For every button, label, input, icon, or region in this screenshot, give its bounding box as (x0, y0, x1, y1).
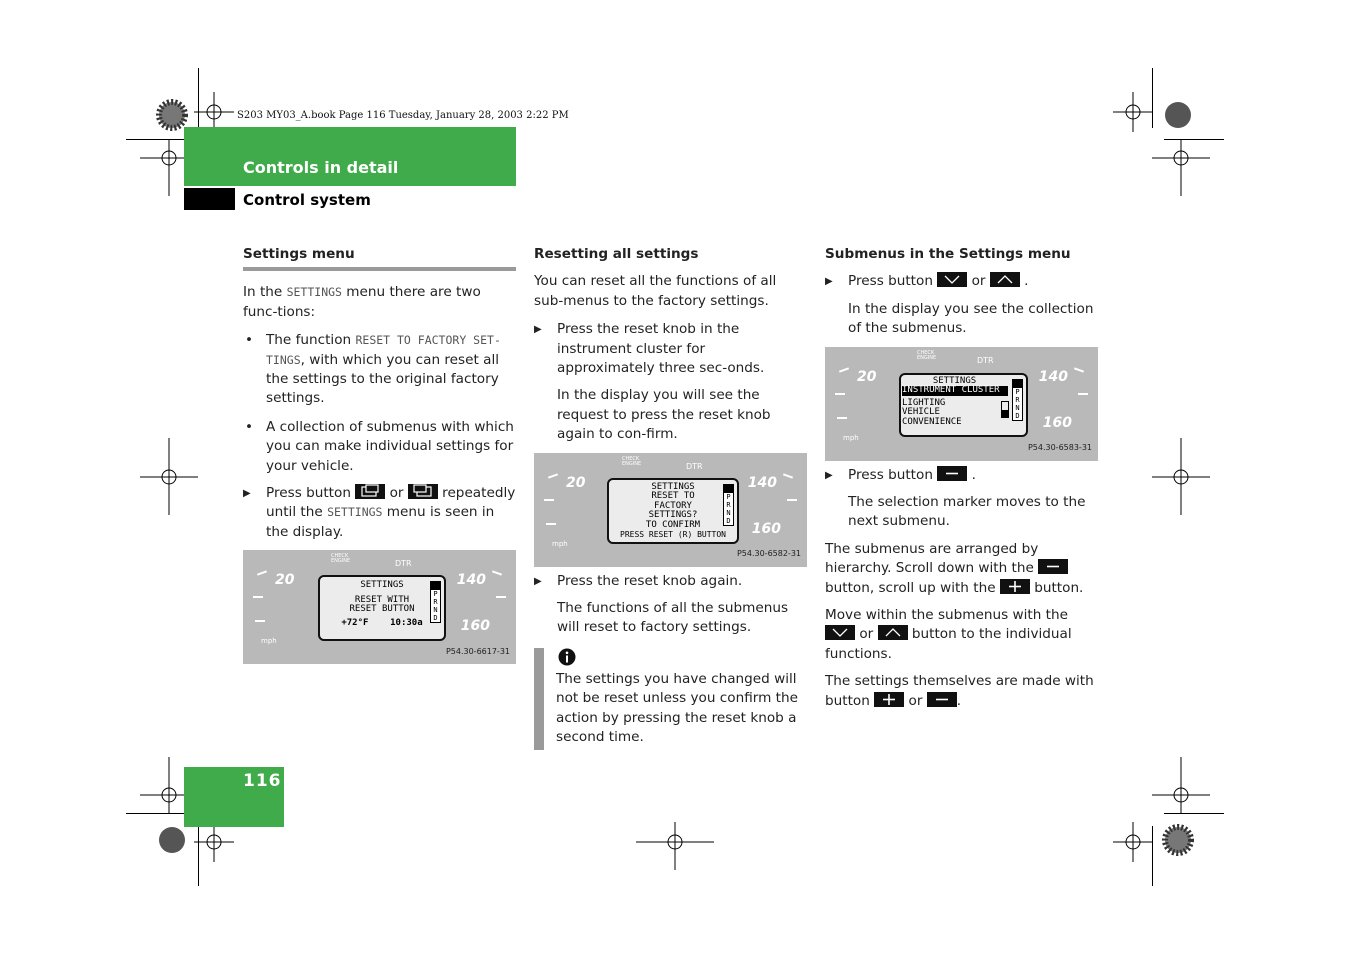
section-tab (184, 188, 235, 210)
heading-settings-menu: Settings menu (243, 246, 355, 262)
speed-label: 140 (747, 474, 777, 491)
display-page-forward-button-icon (408, 484, 438, 499)
lcd-display: SETTINGS RESET WITH RESET BUTTON +72°F 10:30a P R N D (318, 575, 446, 641)
list-item: • The function RESET TO FACTORY SET-TINGS, with which you can reset all the settings to the original factory settings. (245, 332, 501, 407)
instruction-step: ▶ Press button . (825, 466, 976, 483)
paragraph: Move within the submenus with the or button to the individual functions. (825, 607, 1072, 662)
step-note: The selection marker moves to the next submenu. (848, 494, 1086, 530)
heading-submenus: Submenus in the Settings menu (825, 246, 1071, 262)
display-page-back-button-icon (355, 484, 385, 499)
paragraph: The submenus are arranged by hierarchy. Scroll down with the button, scroll up with the button. (825, 540, 1084, 596)
speed-label: 160 (460, 618, 490, 635)
section-title: Controls in detail (243, 158, 399, 177)
registration-target-icon (140, 438, 198, 515)
gear-indicator: P R N D (723, 484, 734, 526)
registration-target-icon (1152, 438, 1210, 515)
scroll-down-button-icon (825, 625, 855, 640)
check-engine-label: CHECK ENGINE (622, 455, 642, 467)
minus-button-icon (927, 692, 957, 707)
dtr-label: DTR (977, 355, 994, 365)
lcd-scroll-indicator (1001, 401, 1009, 418)
column-resetting-all-settings (534, 245, 807, 638)
color-wheel-icon (1165, 827, 1191, 853)
instrument-cluster-figure (534, 453, 807, 567)
step-note: The functions of all the submenus will reset to factory settings. (557, 600, 789, 636)
scroll-up-button-icon (990, 272, 1020, 287)
check-engine-label: CHECK ENGINE (917, 349, 937, 361)
color-wheel-icon (1165, 102, 1191, 128)
minus-button-icon (1038, 559, 1068, 574)
lcd-display: SETTINGS INSTRUMENT CLUSTER LIGHTING VEHICLE CONVENIENCE P R N D (899, 373, 1028, 437)
speed-unit: mph (261, 637, 277, 646)
scroll-down-button-icon (937, 272, 967, 287)
section-header-band (184, 127, 516, 186)
column-submenus (825, 245, 1098, 711)
gear-indicator: P R N D (1012, 379, 1023, 421)
instrument-cluster-figure (243, 550, 516, 664)
speed-label: 20 (857, 368, 877, 385)
minus-button-icon (937, 466, 967, 481)
speed-label: 160 (751, 520, 781, 537)
registration-target-icon (636, 822, 714, 870)
list-item: • A collection of submenus with which you can make individual settings for your vehicle. (245, 418, 514, 474)
print-info-line: S203 MY03_A.book Page 116 Tuesday, January 28, 2003 2:22 PM (237, 110, 569, 121)
instruction-step: ▶ Press the reset knob in the instrument cluster for approximately three sec-onds. (534, 321, 765, 377)
paragraph: You can reset all the functions of all sub-menus to the factory settings. (534, 273, 777, 309)
figure-code: P54.30-6582-31 (736, 549, 801, 559)
heading-rule (243, 267, 516, 271)
registration-target-icon (194, 822, 234, 862)
speed-unit: mph (843, 433, 859, 442)
plus-button-icon (874, 692, 904, 707)
instrument-cluster-figure (825, 347, 1098, 461)
gear-indicator: P R N D (430, 581, 441, 623)
dtr-label: DTR (686, 461, 703, 471)
dtr-label: DTR (395, 559, 412, 569)
figure-code: P54.30-6583-31 (1027, 443, 1092, 453)
registration-target-icon (194, 92, 234, 132)
step-note: In the display you will see the request to press the reset knob again to con-firm. (557, 387, 771, 443)
speed-label: 140 (456, 572, 486, 589)
check-engine-label: CHECK ENGINE (331, 553, 351, 565)
paragraph: The settings themselves are made with button or . (825, 673, 1094, 709)
registration-target-icon (1113, 822, 1153, 862)
info-bar (534, 648, 544, 750)
plus-button-icon (1000, 579, 1030, 594)
color-wheel-icon (159, 102, 185, 128)
scroll-up-button-icon (878, 625, 908, 640)
speed-label: 140 (1038, 368, 1068, 385)
color-wheel-icon (159, 827, 185, 853)
info-icon (558, 648, 576, 666)
intro-paragraph: In the SETTINGS menu there are two func-tions: (243, 284, 481, 320)
registration-target-icon (1152, 757, 1210, 814)
step-note: In the display you see the collection of the submenus. (848, 300, 1094, 337)
page-number: 116 (243, 771, 282, 791)
instruction-step: ▶ Press the reset knob again. (534, 572, 743, 589)
registration-target-icon (1113, 92, 1153, 132)
instruction-step: ▶ Press button or repeatedly until the SETTINGS menu is seen in the display. (243, 485, 516, 540)
column-settings-menu (243, 245, 516, 664)
lcd-selected-item: INSTRUMENT CLUSTER (902, 386, 1008, 396)
heading-resetting-all-settings: Resetting all settings (534, 246, 699, 262)
speed-label: 20 (566, 474, 586, 491)
speed-unit: mph (552, 539, 568, 548)
figure-code: P54.30-6617-31 (445, 646, 510, 656)
speed-label: 160 (1042, 414, 1072, 431)
instruction-step: ▶ Press button or . (825, 273, 1029, 290)
info-text: The settings you have changed will not be reset unless you confirm the action by pressing the reset knob a second time. (556, 671, 798, 746)
speed-label: 20 (275, 572, 295, 589)
registration-target-icon (1152, 140, 1210, 196)
subsection-title: Control system (243, 191, 371, 209)
lcd-display: SETTINGS RESET TO FACTORY SETTINGS? TO CONFIRM PRESS RESET (R) BUTTON P R N D (607, 478, 739, 544)
